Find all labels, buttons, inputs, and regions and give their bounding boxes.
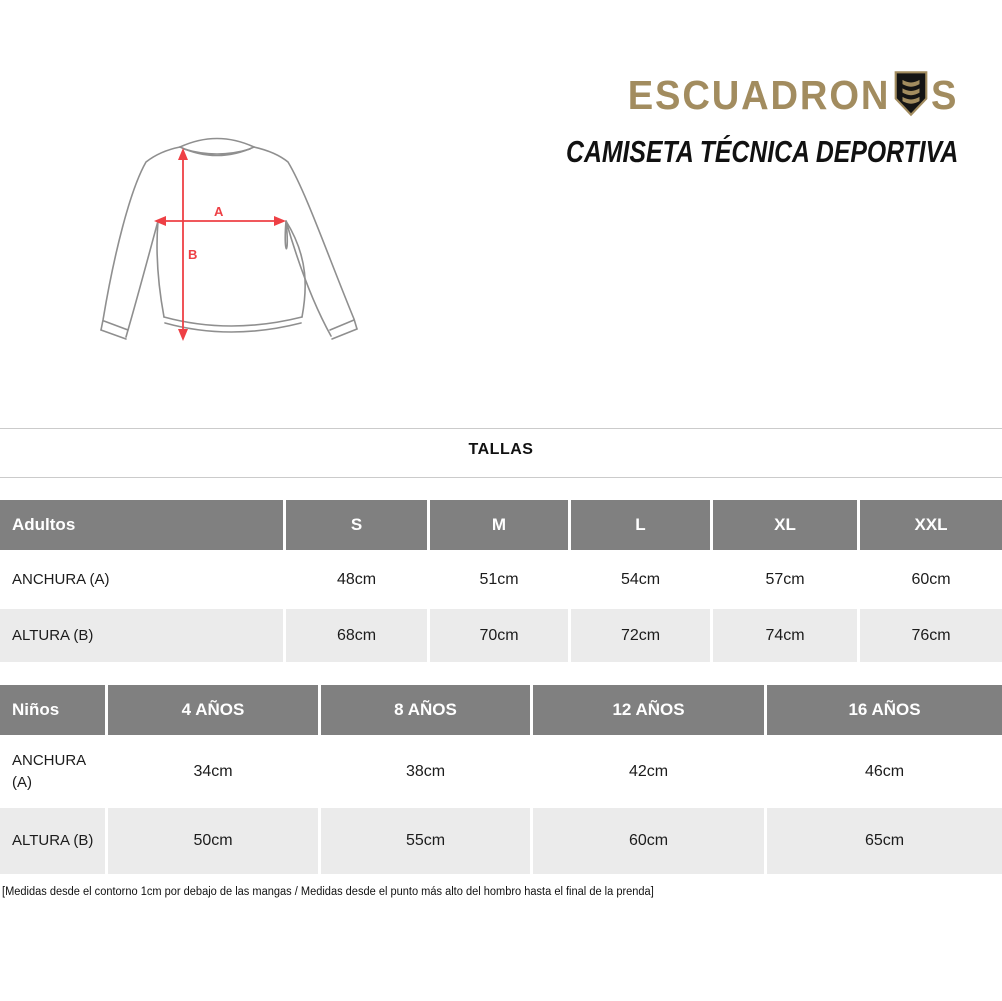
brand-logo — [468, 70, 958, 120]
row-label-anchura: ANCHURA (A) — [12, 751, 86, 791]
size-value: 51cm — [479, 570, 519, 588]
size-value: 54cm — [620, 570, 661, 588]
col-header-l: L — [571, 500, 710, 550]
size-value: 60cm — [911, 570, 951, 588]
measurement-arrows — [154, 148, 286, 341]
size-value: 38cm — [405, 762, 446, 780]
size-value: 46cm — [864, 762, 905, 780]
size-value: 34cm — [193, 762, 233, 780]
size-value: 57cm — [765, 570, 805, 588]
size-value: 76cm — [860, 609, 1002, 662]
width-label-a: A — [214, 204, 224, 219]
row-label-altura: ALTURA (B) — [0, 808, 105, 874]
row-label-anchura: ANCHURA (A) — [12, 570, 110, 588]
brand-block — [468, 70, 958, 170]
kids-size-table — [0, 685, 1002, 874]
size-value: 72cm — [571, 609, 710, 662]
col-header-xl: XL — [713, 500, 857, 550]
row-label-altura: ALTURA (B) — [0, 609, 283, 662]
size-value: 65cm — [767, 808, 1002, 874]
col-header-16-anos: 16 AÑOS — [767, 685, 1002, 735]
size-value: 50cm — [108, 808, 318, 874]
shirt-measurement-diagram — [80, 118, 380, 380]
col-header-ninos: Niños — [0, 685, 105, 735]
size-value: 74cm — [713, 609, 857, 662]
divider-line-top — [0, 428, 1002, 429]
size-value: 42cm — [628, 762, 669, 780]
col-header-4-anos: 4 AÑOS — [108, 685, 318, 735]
size-value: 48cm — [336, 570, 377, 588]
col-header-s: S — [286, 500, 427, 550]
section-title: TALLAS — [468, 441, 534, 458]
height-label-b: B — [188, 247, 198, 262]
long-sleeve-shirt-icon — [80, 118, 380, 380]
col-header-adultos: Adultos — [0, 500, 283, 550]
size-value: 68cm — [286, 609, 427, 662]
shield-chevrons-icon — [894, 70, 928, 117]
col-header-xxl: XXL — [860, 500, 1002, 550]
size-value: 55cm — [321, 808, 530, 874]
size-value: 70cm — [430, 609, 568, 662]
size-value: 60cm — [533, 808, 764, 874]
product-title: CAMISETA TÉCNICA DEPORTIVA — [565, 134, 958, 169]
logo-text-left: ESCUADRON — [628, 72, 891, 118]
logo-text-right: S — [930, 72, 958, 118]
adults-size-table — [0, 500, 1002, 662]
divider-line-bottom — [0, 477, 1002, 478]
measurement-footnote: [Medidas desde el contorno 1cm por debajo de las mangas / Medidas desde el punto más alto del hombro hasta el final de la prenda] — [2, 886, 654, 898]
shirt-outline — [101, 139, 357, 340]
col-header-12-anos: 12 AÑOS — [533, 685, 764, 735]
col-header-8-anos: 8 AÑOS — [321, 685, 530, 735]
col-header-m: M — [430, 500, 568, 550]
